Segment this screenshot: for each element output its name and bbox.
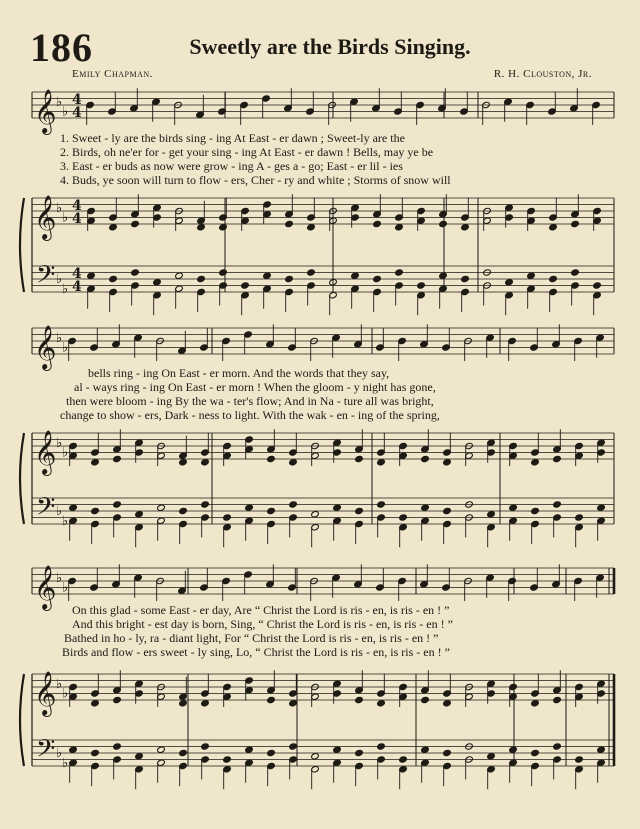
lyric-s2-v4: change to show - ers, Dark - ness to light. With the wak - en - ing of the spring, — [60, 408, 440, 422]
treble-clef: 𝄞 — [34, 89, 57, 133]
system3-alto-note — [267, 696, 276, 703]
system1-tenor-note — [351, 272, 360, 279]
system3-tenor-note — [443, 749, 452, 756]
flat-sign: ♭ — [62, 686, 69, 702]
system3-tenor-note — [553, 743, 562, 750]
system2-tenor-note — [443, 507, 452, 514]
system3-tenor-note — [575, 756, 584, 763]
system2-alto-note — [267, 455, 276, 462]
system3-tenor-note — [531, 749, 540, 756]
system1-tenor-note — [417, 282, 426, 289]
flat-sign: ♭ — [56, 272, 63, 287]
lyric-s2-v1: bells ring - ing On East - er morn. And the words that they say, — [88, 366, 390, 380]
lyric-s2-v3: then were bloom - ing By the wa - ter's flow; And in Na - ture all was bright, — [66, 394, 434, 408]
lyric-s1-v3: 3. East - er buds as now were grow - ing A - ges a - go; East - er lil - ies — [60, 159, 403, 173]
system1-alto-note — [197, 224, 206, 231]
system3-tenor-note — [69, 746, 78, 753]
bass-clef: 𝄢 — [36, 492, 56, 528]
treble-clef: 𝄞 — [34, 325, 57, 369]
flat-sign: ♭ — [56, 94, 63, 110]
system3-alto-note — [91, 700, 100, 707]
system1-tenor-note — [527, 272, 536, 279]
system1-tenor-note — [109, 275, 118, 282]
bass-clef: 𝄢 — [36, 260, 56, 296]
lyric-s1-v4: 4. Buds, ye soon will turn to flow - ers, Cher - ry and white ; Storms of snow will — [60, 173, 451, 187]
system1-alto-note — [307, 224, 316, 231]
time-signature: 4 — [72, 211, 82, 227]
system3-tenor-note — [399, 756, 408, 763]
lyric-s2-v2: al - ways ring - ing On East - er morn ! When the gloom - y night has gone, — [74, 380, 436, 394]
time-signature: 4 — [72, 92, 82, 108]
hymn-number: 186 — [30, 25, 93, 70]
system2-alto-note — [443, 459, 452, 466]
system3-tenor-note — [179, 749, 188, 756]
system1-alto-note — [549, 224, 558, 231]
flat-sign: ♭ — [56, 330, 63, 346]
system2-brace — [20, 433, 24, 524]
flat-sign: ♭ — [56, 570, 63, 586]
flat-sign: ♭ — [62, 513, 69, 529]
system2-tenor-note — [509, 504, 518, 511]
system3-alto-note — [377, 700, 386, 707]
system1-brace — [20, 198, 24, 292]
flat-sign: ♭ — [62, 210, 69, 226]
system1-alto-note — [461, 224, 470, 231]
system3-brace — [20, 674, 24, 766]
system1-alto-note — [439, 220, 448, 227]
system3-tenor-note — [267, 749, 276, 756]
system1-alto-note — [373, 220, 382, 227]
system2-alto-note — [377, 459, 386, 466]
system1-tenor-note — [571, 269, 580, 276]
system2-tenor-note — [157, 504, 166, 511]
flat-sign: ♭ — [56, 200, 63, 216]
treble-clef: 𝄞 — [34, 671, 57, 715]
system2-tenor-note — [201, 501, 210, 508]
system2-alto-note — [421, 455, 430, 462]
system3-tenor-note — [487, 753, 496, 760]
system3-alto-note — [421, 696, 430, 703]
system1-tenor-note — [87, 272, 96, 279]
system3-tenor-note — [113, 743, 122, 750]
flat-sign: ♭ — [62, 755, 69, 771]
system3-tenor-note — [421, 746, 430, 753]
system1-tenor-note — [175, 272, 184, 279]
lyric-s3-v1: On this glad - some East - er day, Are “ Christ the Lord is ris - en, is ris - en ! ” — [72, 603, 450, 617]
flat-sign: ♭ — [62, 445, 69, 461]
system3-tenor-note — [201, 743, 210, 750]
flat-sign: ♭ — [62, 340, 69, 356]
system2-tenor-note — [531, 507, 540, 514]
system1-tenor-note — [285, 275, 294, 282]
system1-tenor-note — [461, 275, 470, 282]
system1-tenor-note — [395, 269, 404, 276]
system3-alto-note — [289, 700, 298, 707]
system1-tenor-note — [439, 272, 448, 279]
system2-tenor-note — [333, 504, 342, 511]
system3-tenor-note — [91, 749, 100, 756]
system1-tenor-note — [131, 269, 140, 276]
system2-tenor-note — [355, 507, 364, 514]
system1-alto-note — [131, 220, 140, 227]
system3-tenor-note — [333, 746, 342, 753]
system2-tenor-note — [179, 507, 188, 514]
lyric-s1-v2: 2. Birds, oh ne'er for - get your sing - ing At East - er dawn ! Bells, may ye be — [60, 145, 434, 159]
system3-tenor-note — [135, 753, 144, 760]
system1-tenor-note — [307, 269, 316, 276]
system2-tenor-note — [421, 504, 430, 511]
time-signature: 4 — [72, 266, 82, 282]
time-signature: 4 — [72, 105, 82, 121]
system3-alto-note — [553, 696, 562, 703]
system2-tenor-note — [597, 504, 606, 511]
treble-clef: 𝄞 — [34, 565, 57, 609]
system2-alto-note — [531, 459, 540, 466]
system2-tenor-note — [91, 507, 100, 514]
time-signature: 4 — [72, 279, 82, 295]
system1-tenor-note — [219, 269, 228, 276]
bass-clef: 𝄢 — [36, 734, 56, 770]
flat-sign: ♭ — [56, 746, 63, 761]
lyric-s3-v2: And this bright - est day is born, Sing, “ Christ the Lord is ris - en, is ris - en ! ” — [72, 617, 453, 631]
system1-alto-note — [219, 224, 228, 231]
system1-tenor-note — [593, 282, 602, 289]
system1-tenor-note — [263, 272, 272, 279]
flat-sign: ♭ — [62, 281, 69, 297]
system2-tenor-note — [289, 501, 298, 508]
system1-tenor-note — [549, 275, 558, 282]
system2-tenor-note — [487, 511, 496, 518]
system2-tenor-note — [223, 514, 232, 521]
system1-alto-note — [571, 220, 580, 227]
system3-alto-note — [201, 700, 210, 707]
flat-sign: ♭ — [62, 580, 69, 596]
flat-sign: ♭ — [56, 676, 63, 692]
flat-sign: ♭ — [62, 104, 69, 120]
system3-tenor-note — [157, 746, 166, 753]
system3-tenor-note — [289, 743, 298, 750]
treble-clef: 𝄞 — [34, 195, 57, 239]
system3-tenor-note — [597, 746, 606, 753]
system2-tenor-note — [113, 501, 122, 508]
system3-tenor-note — [311, 753, 320, 760]
system3-alto-note — [179, 700, 188, 707]
system3-tenor-note — [223, 756, 232, 763]
system3-tenor-note — [509, 746, 518, 753]
flat-sign: ♭ — [56, 435, 63, 451]
system2-tenor-note — [267, 507, 276, 514]
lyric-s3-v3: Bathed in ho - ly, ra - diant light, For “ Christ the Lord is ris - en, is ris - en ! ” — [64, 631, 439, 645]
system3-alto-note — [355, 696, 364, 703]
system2-alto-note — [355, 455, 364, 462]
system2-tenor-note — [135, 511, 144, 518]
system1-alto-note — [395, 224, 404, 231]
lyric-s3-v4: Birds and flow - ers sweet - ly sing, Lo, “ Christ the Lord is ris - en, is ris - en ! ” — [62, 645, 450, 659]
hymn-title: Sweetly are the Birds Singing. — [189, 34, 471, 59]
system2-tenor-note — [399, 514, 408, 521]
system2-tenor-note — [377, 501, 386, 508]
composer-credit: R. H. Clouston, Jr. — [493, 68, 592, 80]
system1-tenor-note — [153, 279, 162, 286]
system2-alto-note — [179, 459, 188, 466]
treble-clef: 𝄞 — [34, 430, 57, 474]
system2-tenor-note — [575, 514, 584, 521]
system2-alto-note — [553, 455, 562, 462]
system3-alto-note — [113, 696, 122, 703]
system1-alto-note — [109, 224, 118, 231]
system3-alto-note — [531, 700, 540, 707]
system3-tenor-note — [377, 743, 386, 750]
system2-tenor-note — [553, 501, 562, 508]
flat-sign: ♭ — [56, 504, 63, 519]
lyric-s1-v1: 1. Sweet - ly are the birds sing - ing At East - er dawn ; Sweet-ly are the — [60, 131, 405, 145]
system1-tenor-note — [505, 279, 514, 286]
time-signature: 4 — [72, 198, 82, 214]
system2-alto-note — [289, 459, 298, 466]
system1-tenor-note — [373, 275, 382, 282]
system2-alto-note — [113, 455, 122, 462]
system2-tenor-note — [245, 504, 254, 511]
system3-tenor-note — [355, 749, 364, 756]
author-credit: Emily Chapman. — [72, 68, 153, 80]
system3-tenor-note — [245, 746, 254, 753]
system2-tenor-note — [69, 504, 78, 511]
system2-alto-note — [201, 459, 210, 466]
system2-tenor-note — [311, 511, 320, 518]
system1-tenor-note — [197, 275, 206, 282]
system1-alto-note — [285, 220, 294, 227]
system2-alto-note — [91, 459, 100, 466]
system1-tenor-note — [241, 282, 250, 289]
system3-alto-note — [443, 700, 452, 707]
